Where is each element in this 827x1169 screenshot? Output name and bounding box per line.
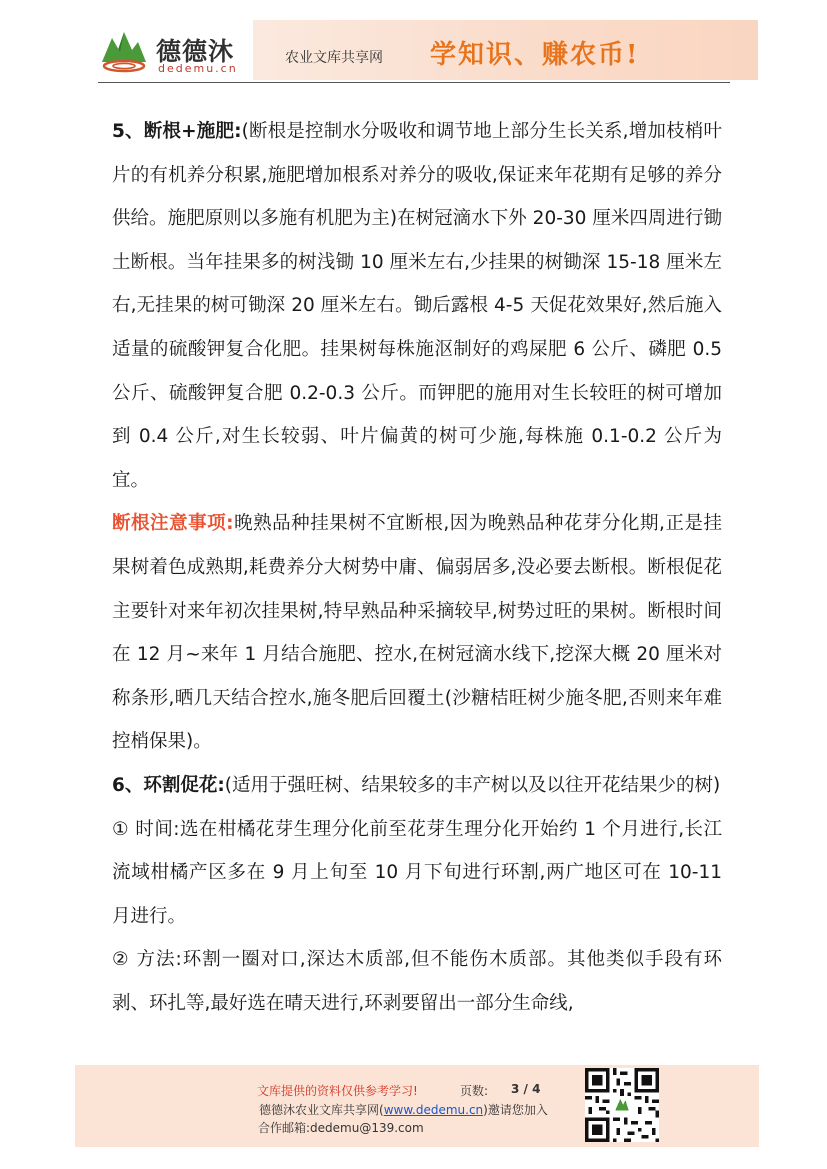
section-5-body: (断根是控制水分吸收和调节地上部分生长关系,增加枝梢叶片的有机养分积累,施肥增加根系对养分的吸收,保证来年花期有足够的养分供给。施肥原则以多施有机肥为主)在树冠滴水下外 20-30 厘米四周进行锄土断根。当年挂果多的树浅锄 10 厘米左右,少挂果的树锄深 15-18 厘米左右,无挂果的树可锄深 20 厘米左右。锄后露根 4-5 天促花效果好,然后施入适量的硫酸钾复合化肥。挂果树每株施沤制好的鸡屎肥 6 公斤、磷肥 0.5 公斤、硫酸钾复合肥 0.2-0.3 公斤。而钾肥的施用对生长较旺的树可增加到 0.4 公斤,对生长较弱、叶片偏黄的树可少施,每株施 0.1-0.2 公斤为宜。 xyxy=(112,121,722,491)
footer-notice: 文库提供的资料仅供参考学习! xyxy=(257,1084,418,1098)
note-title: 断根注意事项: xyxy=(112,513,234,535)
section-6 xyxy=(112,764,722,808)
logo-subtitle: dedemu.cn xyxy=(158,62,238,75)
footer-invite xyxy=(259,1101,548,1118)
logo-title: 德德沐 xyxy=(156,37,235,66)
footer-invite-prefix: 德德沐农业文库共享网( xyxy=(259,1103,384,1117)
section-6-title: 6、环割促花: xyxy=(112,774,225,796)
note-body: 晚熟品种挂果树不宜断根,因为晚熟品种花芽分化期,正是挂果树着色成熟期,耗费养分大树势中庸、偏弱居多,没必要去断根。断根促花主要针对来年初次挂果树,特早熟品种采摘较早,树势过旺的果树。断根时间在 12 月~来年 1 月结合施肥、控水,在树冠滴水线下,挖深大概 20 厘米对称条形,晒几天结合控水,施冬肥后回覆土(沙糖桔旺树少施冬肥,否则来年难控梢保果)。 xyxy=(112,513,723,753)
page-count: 3 / 4 xyxy=(511,1082,541,1096)
note-paragraph xyxy=(112,502,722,764)
page-footer xyxy=(75,1065,759,1147)
footer-email: 合作邮箱:dedemu@139.com xyxy=(258,1121,424,1135)
slogan: 学知识、赚农币! xyxy=(430,40,640,70)
document-body xyxy=(112,110,722,1025)
section-6-body: (适用于强旺树、结果较多的丰产树以及以往开花结果少的树) xyxy=(224,774,721,796)
page-header xyxy=(98,20,758,82)
site-link[interactable]: www.dedemu.cn xyxy=(383,1103,484,1117)
footer-invite-suffix: )邀请您加入 xyxy=(483,1103,548,1117)
qr-code-icon xyxy=(585,1068,659,1142)
page-count-label: 页数: xyxy=(460,1084,489,1098)
list-item: ② 方法:环割一圈对口,深达木质部,但不能伤木质部。其他类似手段有环剥、环扎等,最好选在晴天进行,环剥要留出一部分生命线, xyxy=(112,949,722,1014)
dedemu-logo-icon xyxy=(98,28,150,74)
site-name: 农业文库共享网 xyxy=(285,50,383,66)
list-item: ① 时间:选在柑橘花芽生理分化前至花芽生理分化开始约 1 个月进行,长江流域柑橘产区多在 9 月上旬至 10 月下旬进行环割,两广地区可在 10-11 月进行。 xyxy=(112,818,722,927)
header-divider xyxy=(98,82,730,83)
section-5 xyxy=(112,110,722,502)
section-5-title: 5、断根+施肥: xyxy=(112,121,242,142)
